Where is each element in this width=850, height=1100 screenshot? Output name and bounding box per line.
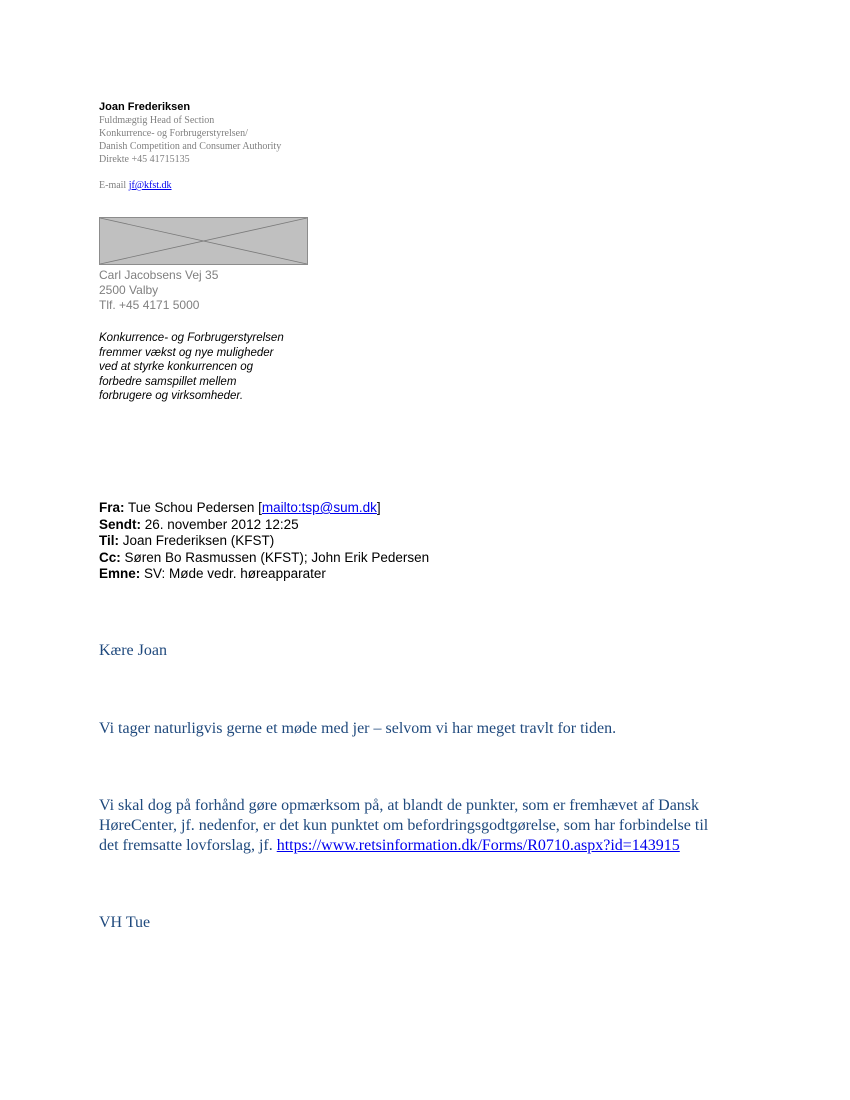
- signature-name: Joan Frederiksen: [99, 101, 191, 113]
- header-subject-value: SV: Møde vedr. høreapparater: [140, 566, 326, 581]
- signature-org-danish: Konkurrence- og Forbrugerstyrelsen/: [99, 128, 248, 139]
- signature-email-link[interactable]: jf@kfst.dk: [128, 180, 172, 191]
- greeting: Kære Joan: [99, 642, 167, 659]
- signature-email-label: E-mail: [99, 180, 129, 191]
- closing: VH Tue: [99, 914, 151, 931]
- header-sent-label: Sendt:: [99, 516, 141, 532]
- slogan-line: forbedre samspillet mellem: [99, 375, 237, 388]
- header-subject-label: Emne:: [99, 566, 141, 581]
- header-cc-label: Cc:: [99, 549, 121, 565]
- signature-block: [99, 100, 419, 192]
- signature-org-english: Danish Competition and Consumer Authority: [99, 141, 282, 152]
- header-from-link[interactable]: mailto:tsp@sum.dk: [261, 500, 377, 515]
- header-from-close: ]: [376, 500, 381, 515]
- paragraph-2-line-2: HøreCenter, jf. nedenfor, er det kun punktet om befordringsgodtgørelse, som har forbindelse til: [99, 817, 709, 834]
- paragraph-1: Vi tager naturligvis gerne et møde med jer – selvom vi har meget travlt for tiden.: [99, 720, 617, 737]
- header-from: [99, 500, 429, 517]
- header-to: [99, 533, 429, 550]
- paragraph-2: [99, 796, 708, 856]
- paragraph-2-line-3: [99, 836, 708, 856]
- header-cc-value: Søren Bo Rasmussen (KFST); John Erik Pedersen: [120, 549, 430, 565]
- address-street: Carl Jacobsens Vej 35: [99, 268, 219, 282]
- signature-title: Fuldmægtig Head of Section: [99, 115, 215, 126]
- slogan-line: ved at styrke konkurrencen og: [99, 361, 254, 373]
- header-sent-value: 26. november 2012 12:25: [141, 516, 299, 532]
- slogan-line: fremmer vækst og nye muligheder: [99, 346, 274, 359]
- address-phone: Tlf. +45 4171 5000: [99, 298, 200, 312]
- address-city: 2500 Valby: [99, 283, 159, 297]
- logo-image-placeholder: [99, 217, 308, 265]
- header-to-label: Til:: [99, 533, 119, 548]
- header-from-label: Fra:: [99, 500, 125, 515]
- slogan-line: forbrugere og virksomheder.: [99, 390, 244, 402]
- header-sent: [99, 517, 429, 534]
- address-block: [99, 268, 218, 313]
- header-to-value: Joan Frederiksen (KFST): [119, 533, 275, 548]
- email-header: [99, 500, 429, 583]
- header-subject: [99, 566, 429, 583]
- signature-email-line: [99, 179, 419, 192]
- header-cc: [99, 550, 429, 567]
- slogan-line: Konkurrence- og Forbrugerstyrelsen: [99, 332, 284, 344]
- retsinformation-link[interactable]: https://www.retsinformation.dk/Forms/R0710.aspx?id=143915: [276, 837, 680, 854]
- broken-image-icon: [100, 218, 307, 264]
- paragraph-2-line-1: Vi skal dog på forhånd gøre opmærksom på, at blandt de punkter, som er fremhævet af Dansk: [99, 797, 700, 814]
- slogan-block: [99, 331, 284, 404]
- signature-direct-phone: Direkte +45 41715135: [99, 154, 190, 165]
- paragraph-2-line-3-text: det fremsatte lovforslag, jf.: [99, 837, 277, 854]
- header-from-value: Tue Schou Pedersen [: [124, 500, 262, 515]
